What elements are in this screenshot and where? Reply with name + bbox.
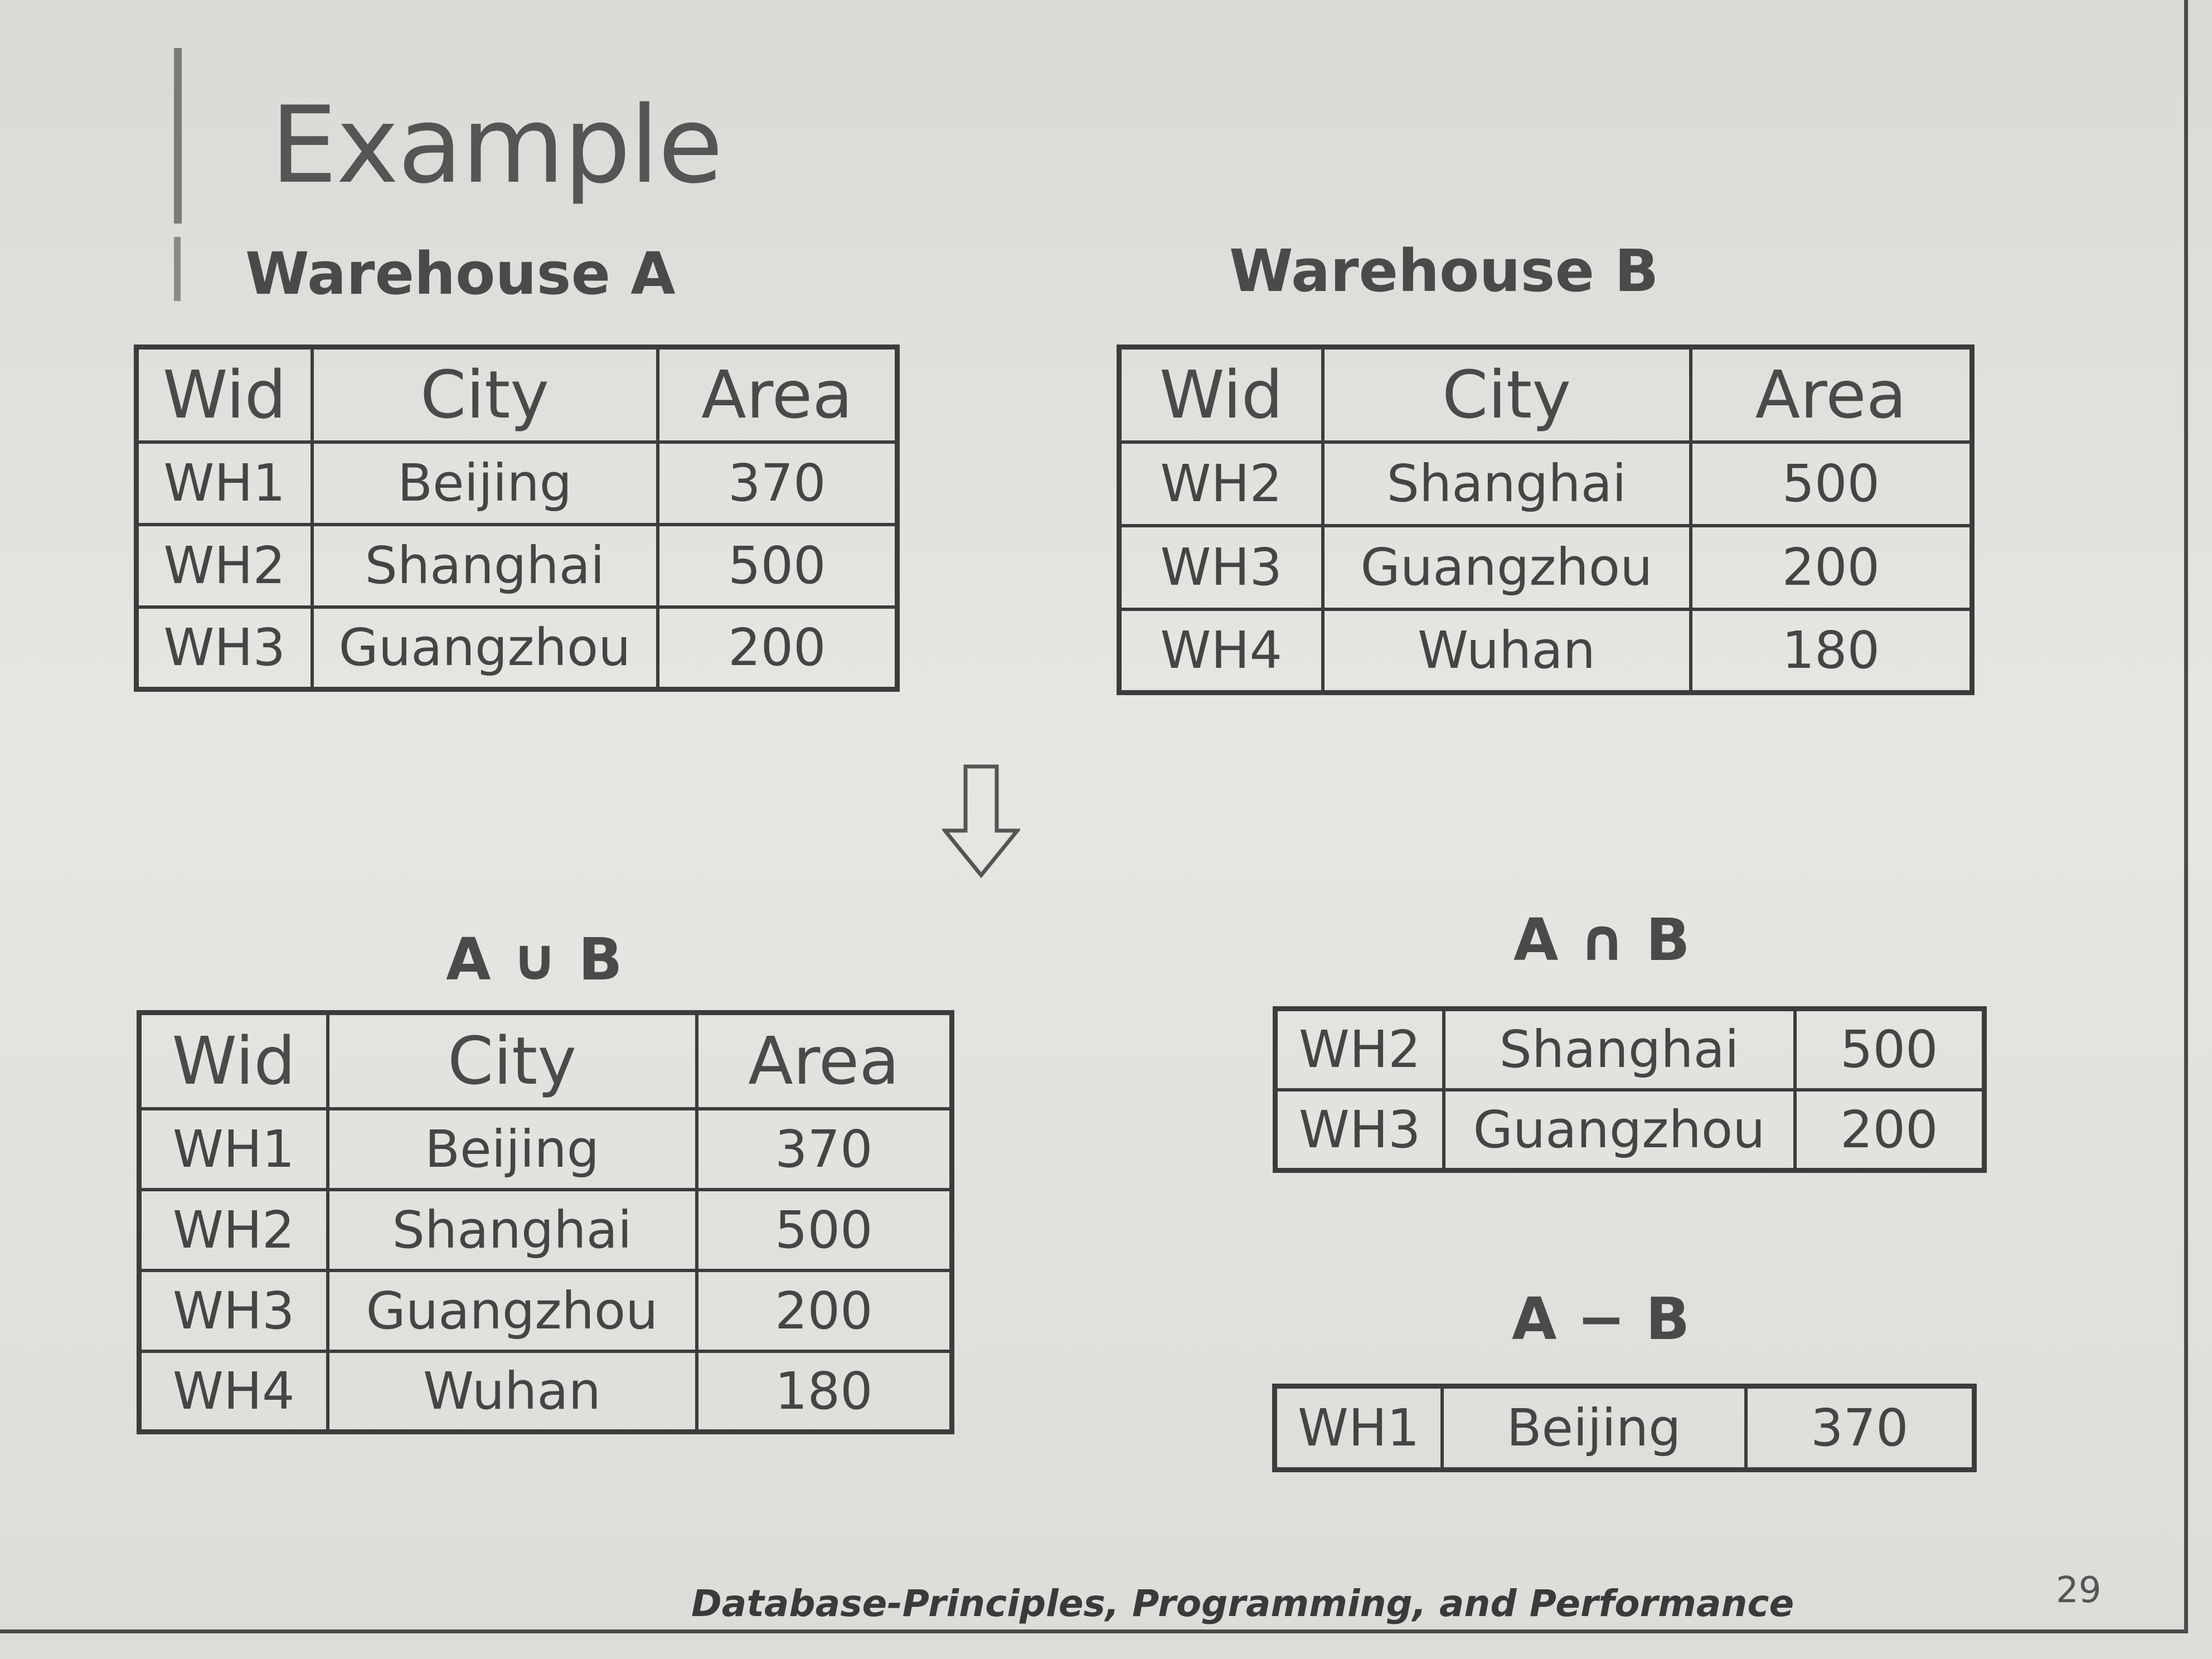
table-row [1275,1009,1985,1090]
warehouse-a-title: Warehouse A [245,240,676,308]
table-row [139,1109,952,1190]
table-row [1119,609,1972,693]
table-cell: WH2 [1275,1009,1444,1090]
title-accent-bar [174,48,182,224]
table-row [1119,526,1972,609]
intersection-title: A ∩ B [1514,906,1690,974]
table-cell: WH1 [139,1109,328,1190]
table-cell: WH4 [1119,609,1323,693]
table-row [137,442,898,525]
table-cell: Wuhan [328,1351,697,1432]
table-cell: 200 [1691,526,1972,609]
difference-table [1272,1384,1977,1472]
table-cell: WH4 [139,1351,328,1432]
table-cell: Shanghai [312,525,658,607]
table-cell: WH2 [1119,442,1323,526]
warehouse-a-table [134,345,900,692]
table-cell: 500 [658,525,898,607]
table-row [139,1190,952,1270]
table-cell: WH1 [1275,1386,1442,1470]
warehouse-b-table [1117,345,1975,695]
table-cell: Shanghai [1323,442,1691,526]
table-cell: Wuhan [1323,609,1691,693]
table-header-row [137,347,898,442]
table-cell: WH2 [139,1190,328,1270]
table-row [1275,1386,1975,1470]
table-cell: Shanghai [1444,1009,1795,1090]
table-cell: 500 [1795,1009,1985,1090]
table-cell: 370 [1746,1386,1975,1470]
table-cell: Shanghai [328,1190,697,1270]
table-cell: Beijing [328,1109,697,1190]
table-cell: Beijing [1442,1386,1746,1470]
warehouse-b-title: Warehouse B [1229,237,1659,305]
table-row [137,607,898,690]
table-header-row [1119,347,1972,442]
table-cell: 500 [1691,442,1972,526]
column-header: Wid [137,347,312,442]
page-number: 29 [2056,1570,2102,1611]
union-table [137,1010,954,1434]
table-cell: 370 [658,442,898,525]
table-row [139,1351,952,1432]
column-header: City [1323,347,1691,442]
table-cell: Guangzhou [312,607,658,690]
table-cell: Guangzhou [328,1270,697,1351]
table-cell: 180 [1691,609,1972,693]
column-header: Wid [139,1013,328,1109]
table-cell: Beijing [312,442,658,525]
table-cell: 200 [1795,1090,1985,1171]
column-header: Wid [1119,347,1323,442]
table-cell: Guangzhou [1323,526,1691,609]
table-cell: WH3 [1275,1090,1444,1171]
footer-book-title: Database-Principles, Programming, and Performance [691,1582,1794,1625]
table-cell: WH1 [137,442,312,525]
table-cell: WH3 [137,607,312,690]
difference-title: A − B [1512,1285,1690,1353]
title-accent-bar-lower [174,237,181,301]
column-header: City [328,1013,697,1109]
column-header: Area [1691,347,1972,442]
intersection-table [1273,1006,1987,1173]
table-header-row [139,1013,952,1109]
table-cell: 180 [697,1351,952,1432]
column-header: Area [697,1013,952,1109]
table-row [137,525,898,607]
table-cell: WH3 [1119,526,1323,609]
table-row [1119,442,1972,526]
table-row [1275,1090,1985,1171]
table-row [139,1270,952,1351]
slide-title: Example [270,84,722,207]
column-header: City [312,347,658,442]
union-title: A ∪ B [446,925,623,993]
table-cell: WH2 [137,525,312,607]
table-cell: 200 [658,607,898,690]
table-cell: WH3 [139,1270,328,1351]
column-header: Area [658,347,898,442]
table-cell: Guangzhou [1444,1090,1795,1171]
table-cell: 200 [697,1270,952,1351]
table-cell: 500 [697,1190,952,1270]
table-cell: 370 [697,1109,952,1190]
down-arrow-icon [942,764,1020,881]
